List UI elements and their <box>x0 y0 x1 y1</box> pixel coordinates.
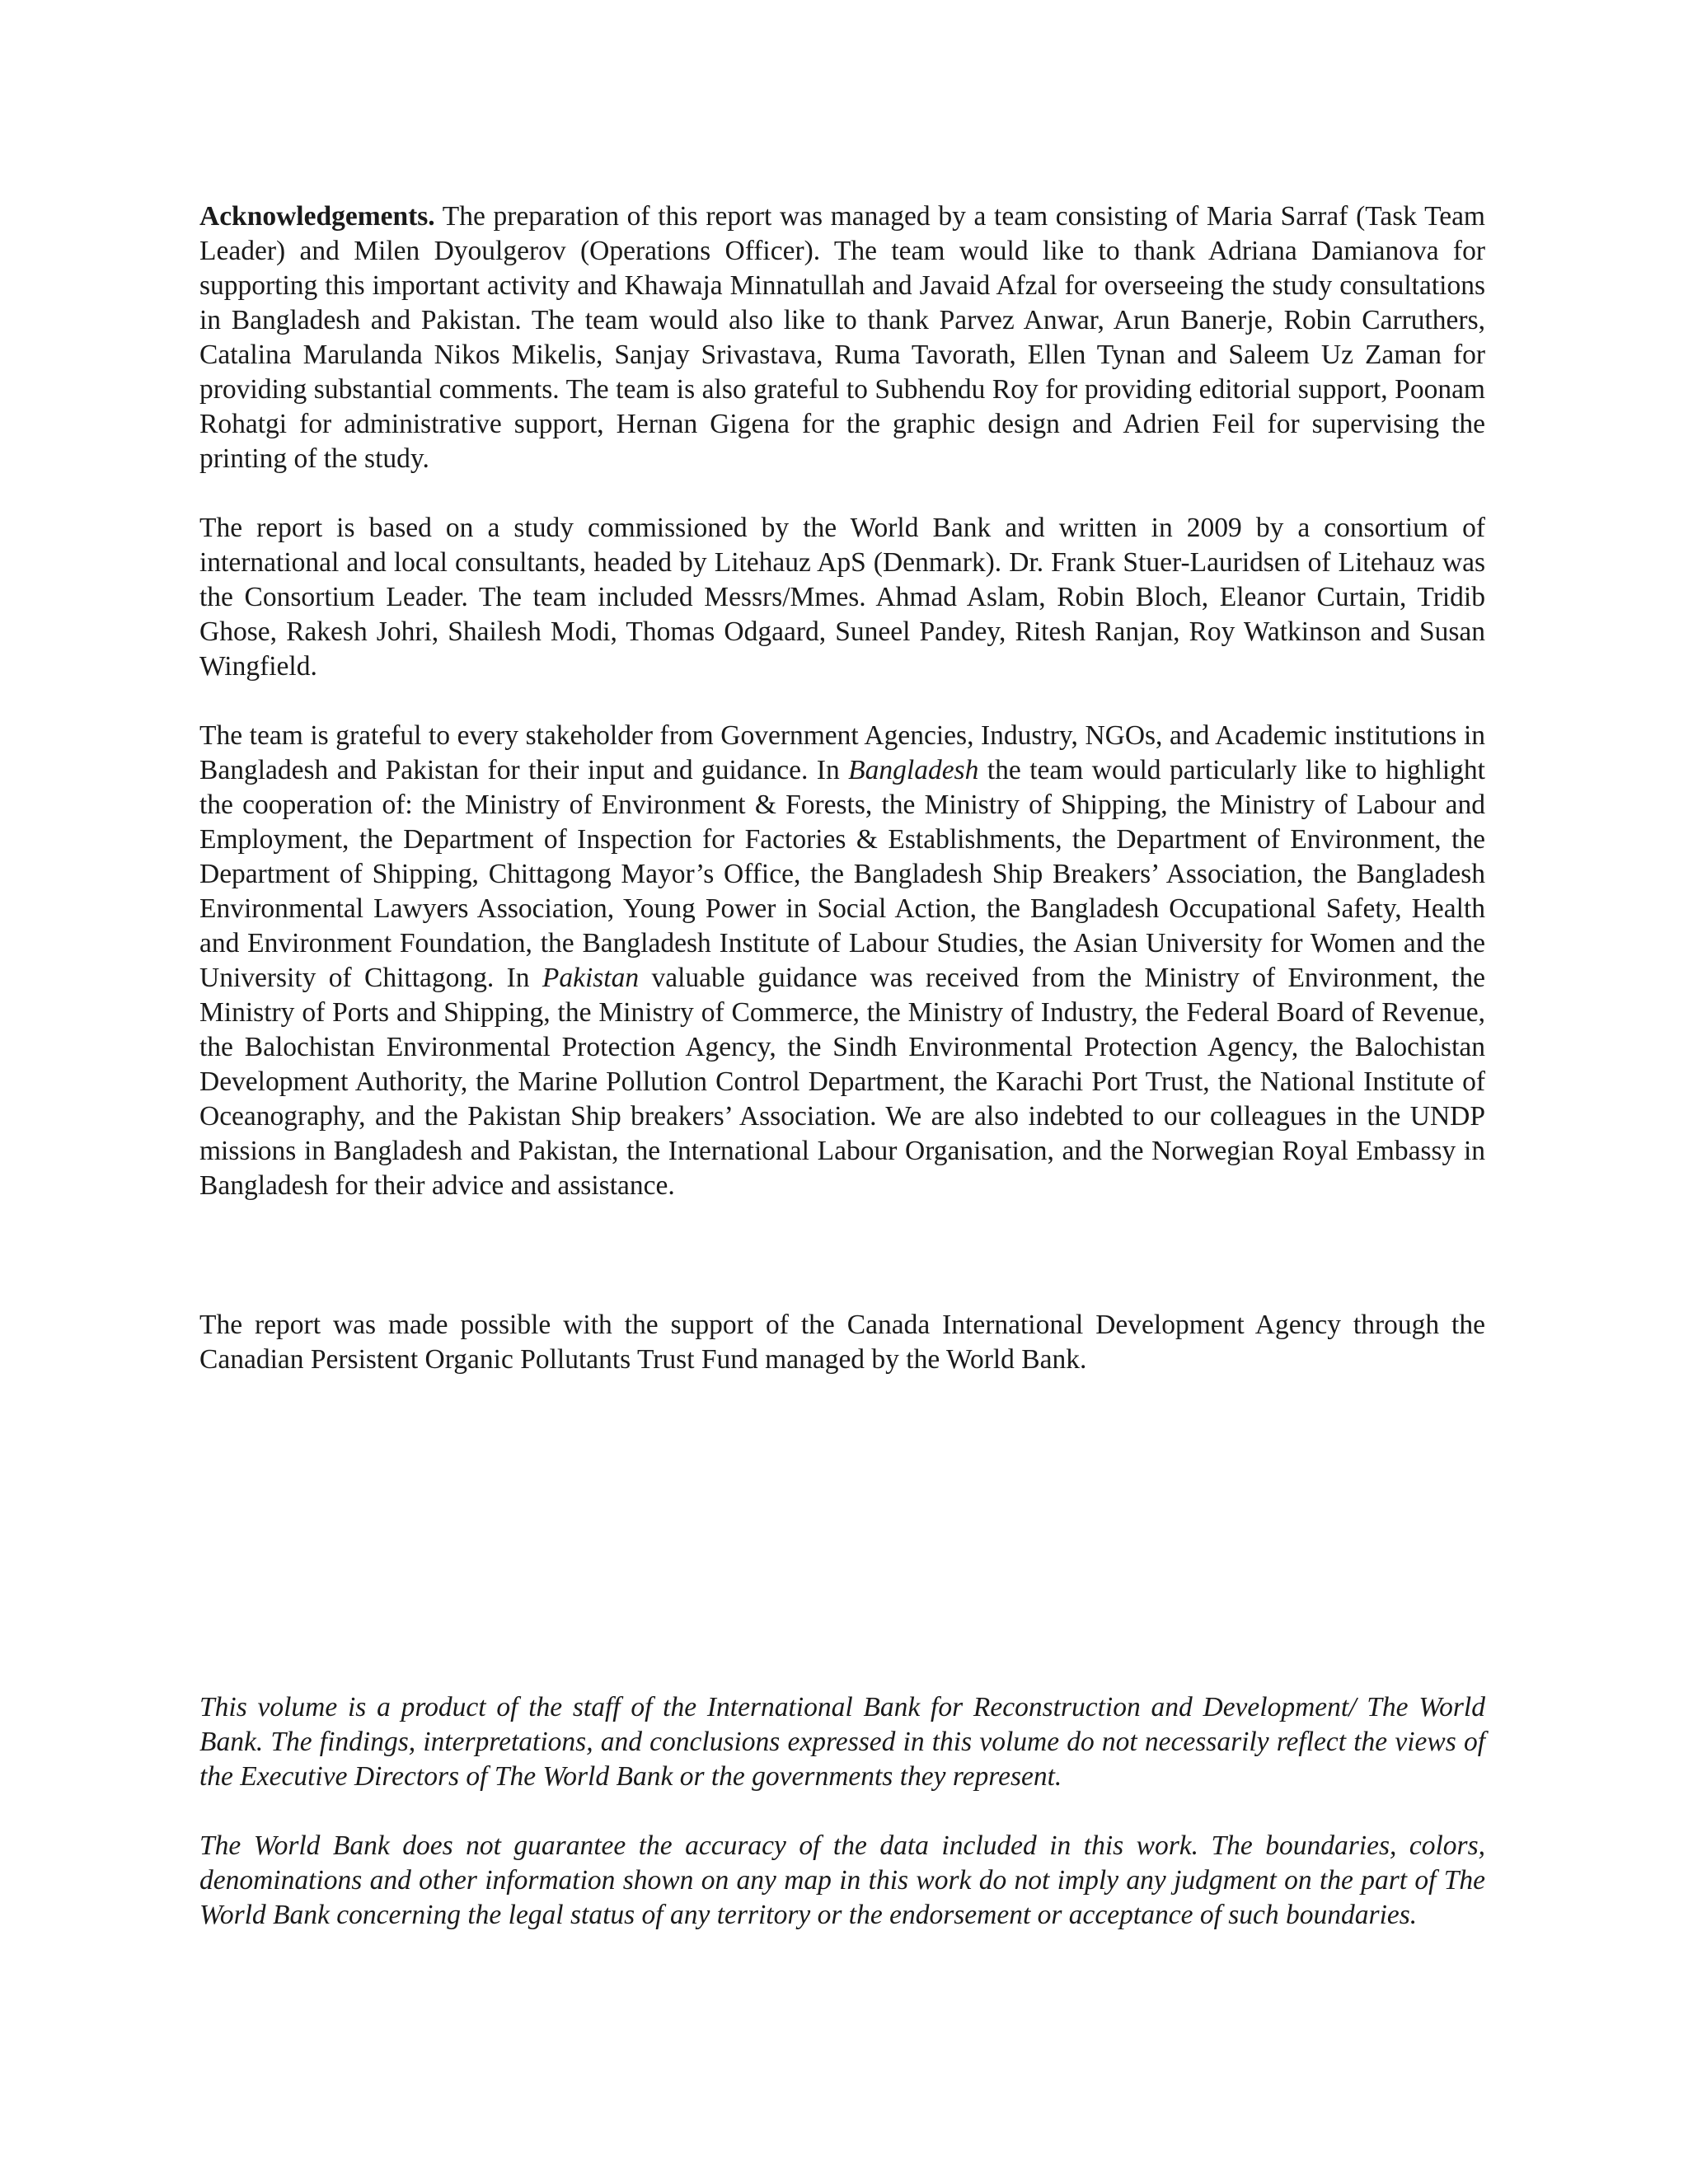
pakistan-emphasis: Pakistan <box>542 963 640 993</box>
study-paragraph: The report is based on a study commissioned by the World Bank and written in 2009 by a consortium of international and local consultants, headed by Litehauz ApS (Denmark). Dr. Frank Stuer-Lauridsen of Litehauz was the Consortium Leader. The team included Messrs/Mmes. Ahmad Aslam, Robin Bloch, Eleanor Curtain, Tridib Ghose, Rakesh Johri, Shailesh Modi, Thomas Odgaard, Suneel Pandey, Ritesh Ranjan, Roy Watkinson and Susan Wingfield. <box>199 513 1485 682</box>
stakeholders-paragraph <box>199 719 1485 1203</box>
acknowledgements-paragraph <box>199 199 1485 476</box>
disclaimer-paragraph-1: This volume is a product of the staff of the International Bank for Reconstruction and Development/ The World Bank. The findings, interpretations, and conclusions expressed in this volume do not necessarily reflect the views of the Executive Directors of The World Bank or the governments they represent. <box>199 1692 1485 1792</box>
acknowledgements-heading: Acknowledgements. <box>199 201 435 232</box>
support-paragraph: The report was made possible with the support of the Canada International Development Agency through the Canadian Persistent Organic Pollutants Trust Fund managed by the World Bank. <box>199 1310 1485 1375</box>
acknowledgements-text: The preparation of this report was managed by a team consisting of Maria Sarraf (Task Team Leader) and Milen Dyoulgerov (Operations Officer). The team would like to thank Adriana Damianova for supporting this important activity and Khawaja Minnatullah and Javaid Afzal for overseeing the study consultations in Bangladesh and Pakistan. The team would also like to thank Parvez Anwar, Arun Banerje, Robin Carruthers, Catalina Marulanda Nikos Mikelis, Sanjay Srivastava, Ruma Tavorath, Ellen Tynan and Saleem Uz Zaman for providing substantial comments. The team is also grateful to Subhendu Roy for providing editorial support, Poonam Rohatgi for administrative support, Hernan Gigena for the graphic design and Adrien Feil for supervising the printing of the study. <box>199 201 1485 474</box>
bangladesh-emphasis: Bangladesh <box>848 755 979 785</box>
stakeholders-text-part1: The team is grateful to every stakeholder from Government Agencies, Industry, NGOs, and Academic institutions in Bangladesh and Pakistan for their input and guidance. In <box>199 720 1485 785</box>
disclaimer-paragraph-2: The World Bank does not guarantee the accuracy of the data included in this work. The boundaries, colors, denominations and other information shown on any map in this work do not imply any judgment on the part of The World Bank concerning the legal status of any territory or the endorsement or acceptance of such boundaries. <box>199 1830 1485 1930</box>
stakeholders-text-part2: the team would particularly like to highlight the cooperation of: the Ministry of Environment & Forests, the Ministry of Shipping, the Ministry of Labour and Employment, the Department of Inspection for Factories & Establishments, the Department of Environment, the Department of Shipping, Chittagong Mayor’s Office, the Bangladesh Ship Breakers’ Association, the Bangladesh Environmental Lawyers Association, Young Power in Social Action, the Bangladesh Occupational Safety, Health and Environment Foundation, the Bangladesh Institute of Labour Studies, the Asian University for Women and the University of Chittagong. In <box>199 755 1485 993</box>
stakeholders-text-part3: valuable guidance was received from the Ministry of Environment, the Ministry of Ports and Shipping, the Ministry of Commerce, the Ministry of Industry, the Federal Board of Revenue, the Balochistan Environmental Protection Agency, the Sindh Environmental Protection Agency, the Balochistan Development Authority, the Marine Pollution Control Department, the Karachi Port Trust, the National Institute of Oceanography, and the Pakistan Ship breakers’ Association. We are also indebted to our colleagues in the UNDP missions in Bangladesh and Pakistan, the International Labour Organisation, and the Norwegian Royal Embassy in Bangladesh for their advice and assistance. <box>199 963 1485 1201</box>
